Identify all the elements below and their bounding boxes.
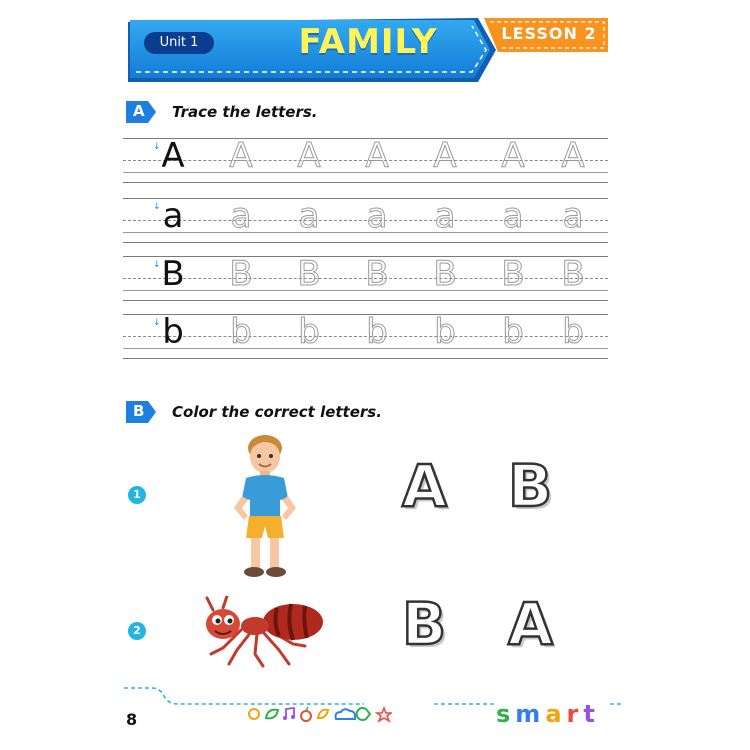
- trace-letter[interactable]: B: [561, 254, 585, 294]
- item-2-letter-1[interactable]: B: [402, 590, 447, 658]
- trace-letter[interactable]: B: [365, 254, 389, 294]
- brand-letter-r: r: [566, 700, 584, 728]
- item-1-letter-1[interactable]: A: [402, 452, 447, 520]
- guide-line: [123, 358, 608, 359]
- item-1-number: 1: [128, 486, 146, 504]
- apple-icon: [301, 707, 311, 721]
- trace-letter[interactable]: b: [366, 312, 388, 352]
- brand-letter-m: m: [515, 700, 546, 728]
- guide-line: [123, 242, 608, 243]
- header-banner: [128, 18, 608, 86]
- model-letter: B: [161, 254, 185, 294]
- brand-smart: [496, 700, 600, 728]
- page-title: FAMILY: [298, 22, 438, 62]
- section-b-letter: B: [133, 402, 145, 420]
- flower-icon: [249, 709, 259, 719]
- footer-icon-strip: [246, 704, 392, 724]
- trace-letter[interactable]: b: [562, 312, 584, 352]
- trace-letter[interactable]: A: [297, 136, 321, 176]
- trace-letter[interactable]: A: [229, 136, 253, 176]
- trace-letter[interactable]: a: [230, 196, 252, 236]
- brand-letter-s: s: [496, 700, 516, 728]
- stroke-arrow-icon: ↓: [153, 318, 161, 328]
- item-2-number: 2: [128, 622, 146, 640]
- stroke-arrow-icon: ↓: [153, 202, 161, 212]
- boy-illustration: [226, 430, 304, 580]
- trace-letter[interactable]: a: [366, 196, 388, 236]
- item-1-letter-2[interactable]: B: [508, 452, 553, 520]
- page-number: 8: [126, 710, 138, 729]
- stroke-arrow-icon: ↓: [153, 260, 161, 270]
- trace-letter[interactable]: a: [434, 196, 456, 236]
- trace-letter[interactable]: A: [365, 136, 389, 176]
- ant-illustration: [193, 596, 333, 668]
- model-letter: A: [161, 136, 185, 176]
- trace-letter[interactable]: b: [502, 312, 524, 352]
- section-a-instruction: Trace the letters.: [172, 103, 318, 121]
- trace-letter[interactable]: a: [298, 196, 320, 236]
- stroke-arrow-icon: ↓: [153, 142, 161, 152]
- section-a-tag: [126, 101, 156, 123]
- music-note-icon: [283, 708, 295, 720]
- trace-row: [123, 198, 608, 244]
- brand-letter-a: a: [545, 700, 567, 728]
- guide-line: [123, 300, 608, 301]
- trace-row: [123, 138, 608, 184]
- trace-letter[interactable]: b: [230, 312, 252, 352]
- trace-letter[interactable]: a: [562, 196, 584, 236]
- trace-letter[interactable]: b: [434, 312, 456, 352]
- trace-letter[interactable]: a: [502, 196, 524, 236]
- trace-letter[interactable]: B: [229, 254, 253, 294]
- trace-letter[interactable]: A: [433, 136, 457, 176]
- trace-letter[interactable]: b: [298, 312, 320, 352]
- section-a-letter: A: [133, 102, 145, 120]
- lesson-label: LESSON 2: [501, 24, 597, 43]
- section-b-instruction: Color the correct letters.: [172, 403, 382, 421]
- item-2-letter-2[interactable]: A: [508, 590, 553, 658]
- trace-row: [123, 314, 608, 360]
- section-b-tag: [126, 401, 156, 423]
- brand-letter-t: t: [583, 700, 600, 728]
- trace-letter[interactable]: A: [561, 136, 585, 176]
- trace-row: [123, 256, 608, 302]
- cloud-icon: [336, 709, 356, 719]
- trace-letter[interactable]: B: [501, 254, 525, 294]
- unit-badge: Unit 1: [144, 32, 214, 54]
- model-letter: b: [162, 312, 184, 352]
- trace-letter[interactable]: B: [433, 254, 457, 294]
- trace-letter[interactable]: A: [501, 136, 525, 176]
- trace-letter[interactable]: B: [297, 254, 321, 294]
- pacman-icon: [357, 708, 370, 720]
- model-letter: a: [162, 196, 184, 236]
- star-icon: [377, 708, 391, 721]
- guide-line: [123, 182, 608, 183]
- leaf-icon: [318, 710, 328, 718]
- leaf-icon: [266, 710, 278, 719]
